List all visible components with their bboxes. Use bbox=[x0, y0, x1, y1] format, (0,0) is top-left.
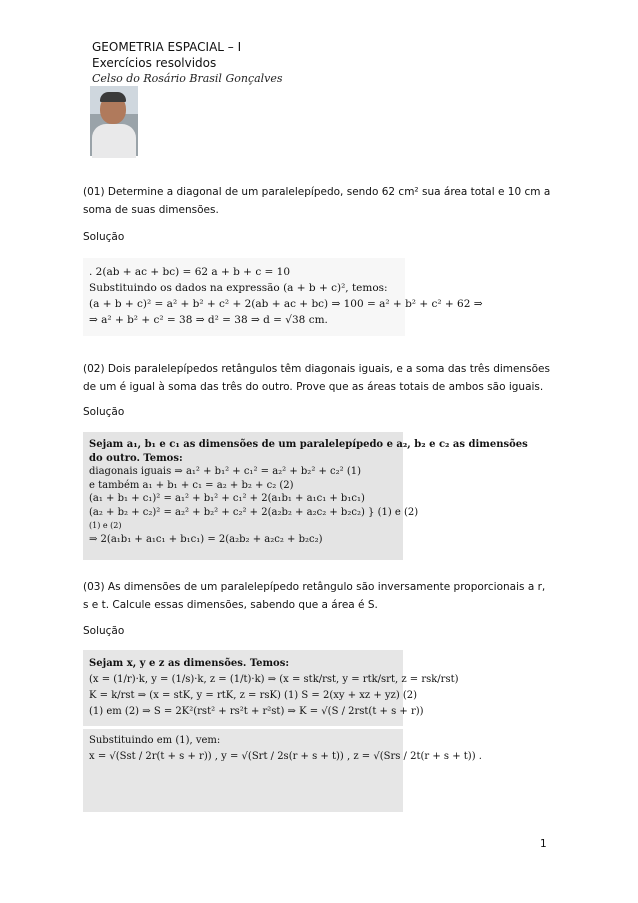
math-line: ⇒ 2(a₁b₁ + a₁c₁ + b₁c₁) = 2(a₂b₂ + a₂c₂ + b₂c₂) bbox=[89, 533, 323, 545]
exercise-3-solution-math bbox=[83, 650, 482, 812]
exercise-2-solution-label: Solução bbox=[83, 406, 125, 418]
math-line: . 2(ab + ac + bc) = 62 a + b + c = 10 bbox=[89, 266, 291, 278]
author-name: Celso do Rosário Brasil Gonçalves bbox=[92, 72, 283, 85]
math-line: (a + b + c)² = a² + b² + c² + 2(ab + ac + bc) ⇒ 100 = a² + b² + c² + 62 ⇒ bbox=[89, 298, 483, 310]
math-line: Substituindo em (1), vem: bbox=[89, 735, 221, 746]
math-line: (1) e (2) bbox=[89, 521, 122, 530]
exercise-3-solution-label: Solução bbox=[83, 625, 125, 637]
math-line: e também a₁ + b₁ + c₁ = a₂ + b₂ + c₂ (2) bbox=[89, 479, 294, 491]
exercise-1-solution-label: Solução bbox=[83, 231, 125, 243]
math-line: K = k/rst ⇒ (x = stK, y = rtK, z = rsK) (1) S = 2(xy + xz + yz) (2) bbox=[89, 690, 418, 701]
author-photo bbox=[90, 86, 138, 156]
document-title: GEOMETRIA ESPACIAL – I bbox=[92, 40, 242, 54]
math-line: diagonais iguais ⇒ a₁² + b₁² + c₁² = a₂² + b₂² + c₂² (1) bbox=[89, 466, 362, 477]
exercise-1-statement: (01) Determine a diagonal de um paralelepípedo, sendo 62 cm² sua área total e 10 cm a soma de suas dimensões. bbox=[83, 186, 551, 216]
document-subtitle: Exercícios resolvidos bbox=[92, 56, 217, 70]
math-line: Substituindo os dados na expressão (a + b + c)², temos: bbox=[89, 282, 388, 294]
math-line: Sejam a₁, b₁ e c₁ as dimensões de um paralelepípedo e a₂, b₂ e c₂ as dimensões bbox=[89, 439, 528, 450]
math-line: (x = (1/r)·k, y = (1/s)·k, z = (1/t)·k) ⇒ (x = stk/rst, y = rtk/srt, z = rsk/rst) bbox=[89, 674, 459, 685]
math-line: x = √(Sst / 2r(t + s + r)) , y = √(Srt / 2s(r + s + t)) , z = √(Srs / 2t(r + s + t)) . bbox=[89, 751, 482, 762]
math-line: ⇒ a² + b² + c² = 38 ⇒ d² = 38 ⇒ d = √38 cm. bbox=[89, 314, 328, 326]
math-line: Sejam x, y e z as dimensões. Temos: bbox=[89, 658, 290, 669]
exercise-2-statement: (02) Dois paralelepípedos retângulos têm diagonais iguais, e a soma das três dimensões de um é igual à soma das três do outro. Prove que as áreas totais de ambos são iguais. bbox=[83, 363, 550, 393]
math-line: (1) em (2) ⇒ S = 2K²(rst² + rs²t + r²st) ⇒ K = √(S / 2rst(t + s + r)) bbox=[89, 706, 424, 717]
exercise-3-statement: (03) As dimensões de um paralelepípedo retângulo são inversamente proporcionais a r, s e t. Calcule essas dimensões, sabendo que a área é S. bbox=[83, 581, 546, 611]
exercise-2-solution-math bbox=[83, 432, 528, 560]
page-number: 1 bbox=[540, 838, 547, 850]
math-line: (a₁ + b₁ + c₁)² = a₁² + b₁² + c₁² + 2(a₁b₁ + a₁c₁ + b₁c₁) bbox=[89, 493, 365, 504]
math-line: (a₂ + b₂ + c₂)² = a₂² + b₂² + c₂² + 2(a₂b₂ + a₂c₂ + b₂c₂) } (1) e (2) bbox=[89, 506, 419, 518]
divider bbox=[83, 726, 409, 729]
exercise-1-solution-math bbox=[83, 258, 483, 336]
math-line: do outro. Temos: bbox=[89, 452, 183, 464]
